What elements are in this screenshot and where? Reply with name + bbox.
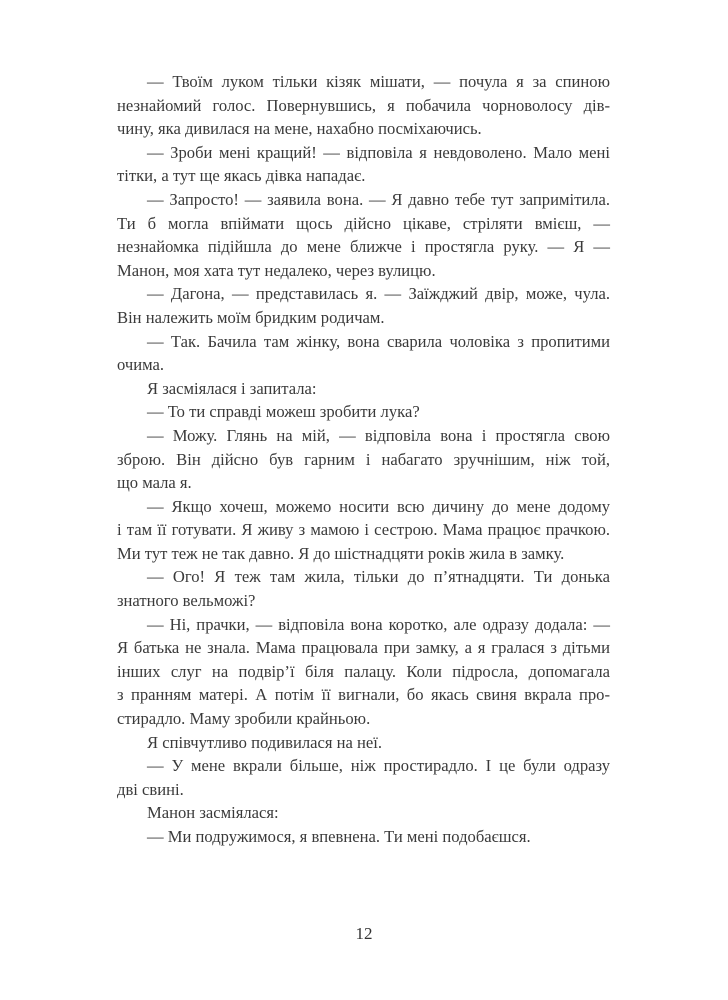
text-line: стирадло. Маму зробили крайньою. — [117, 709, 371, 729]
text-line: — Якщо хочеш, можемо носити всю дичину до мене додому — [147, 496, 610, 516]
text-line: зброю. Він дійсно був гарним і набагато зручнішим, ніж той, — [117, 449, 610, 469]
paragraph — [117, 801, 610, 825]
paragraph — [117, 188, 610, 282]
page-number: 12 — [355, 924, 373, 943]
text-line: — У мене вкрали більше, ніж простирадло. І це були одразу — [147, 756, 610, 776]
text-line: дві свині. — [117, 779, 184, 799]
text-line: тітки, а тут ще якась дівка нападає. — [117, 166, 366, 186]
text-line: — Ні, прачки, — відповіла вона коротко, але одразу додала: — — [147, 614, 610, 634]
paragraph — [117, 495, 610, 566]
text-line: незнайомий голос. Повернувшись, я побачила чорноволосу дів- — [117, 95, 610, 115]
paragraph — [117, 424, 610, 495]
text-line: — То ти справді можеш зробити лука? — [147, 402, 420, 422]
text-line: Ти б могла впіймати щось дійсно цікаве, стріляти вмієш, — — [117, 213, 610, 233]
paragraph — [117, 754, 610, 801]
text-line: — Ми подружимося, я впевнена. Ти мені подобаєшся. — [147, 827, 531, 846]
text-line: Я співчутливо подивилася на неї. — [147, 732, 383, 752]
text-line: — Так. Бачила там жінку, вона сварила чоловіка з пропитими — [147, 331, 610, 351]
text-line: — Твоїм луком тільки кізяк мішати, — почула я за спиною — [147, 72, 610, 91]
paragraph — [117, 731, 610, 755]
paragraph — [117, 282, 610, 329]
text-line: Манон засміялася: — [147, 803, 279, 823]
text-line: — Можу. Глянь на мій, — відповіла вона і простягла свою — [147, 425, 610, 445]
text-line: — Зроби мені кращий! — відповіла я невдоволено. Мало мені — [147, 142, 610, 162]
text-line: Він належить моїм бридким родичам. — [117, 307, 385, 327]
text-line: Я батька не знала. Мама працювала при замку, а я гралася з дітьми — [117, 638, 610, 658]
text-line: очима. — [117, 355, 164, 375]
book-page-text — [117, 70, 610, 849]
text-line: знатного вельможі? — [117, 591, 256, 611]
text-line: що мала я. — [117, 473, 192, 493]
text-line: — Запросто! — заявила вона. — Я давно тебе тут запримітила. — [147, 189, 610, 209]
paragraph — [117, 377, 610, 401]
paragraph — [117, 70, 610, 141]
text-line: Манон, моя хата тут недалеко, через вулицю. — [117, 260, 436, 280]
paragraph — [117, 565, 610, 612]
text-line: незнайомка підійшла до мене ближче і простягла руку. — Я — — [117, 237, 610, 257]
paragraph — [117, 400, 610, 424]
text-line: Ми тут теж не так давно. Я до шістнадцяти років жила в замку. — [117, 543, 565, 563]
paragraph — [117, 330, 610, 377]
text-line: і там її готувати. Я живу з мамою і сестрою. Мама працює прачкою. — [117, 520, 610, 540]
paragraph — [117, 613, 610, 731]
text-line: чину, яка дивилася на мене, нахабно посміхаючись. — [117, 119, 482, 139]
text-line: — Ого! Я теж там жила, тільки до п’ятнадцяти. Ти донька — [147, 567, 610, 587]
text-line: інших слуг на подвір’ї біля палацу. Коли підросла, допомагала — [117, 661, 610, 681]
text-line: з пранням матері. А потім її вигнали, бо якась свиня вкрала про- — [117, 685, 610, 705]
paragraph — [117, 141, 610, 188]
text-line: Я засміялася і запитала: — [147, 378, 317, 398]
text-line: — Дагона, — представилась я. — Заїжджий двір, може, чула. — [147, 284, 610, 304]
paragraph — [117, 825, 610, 849]
